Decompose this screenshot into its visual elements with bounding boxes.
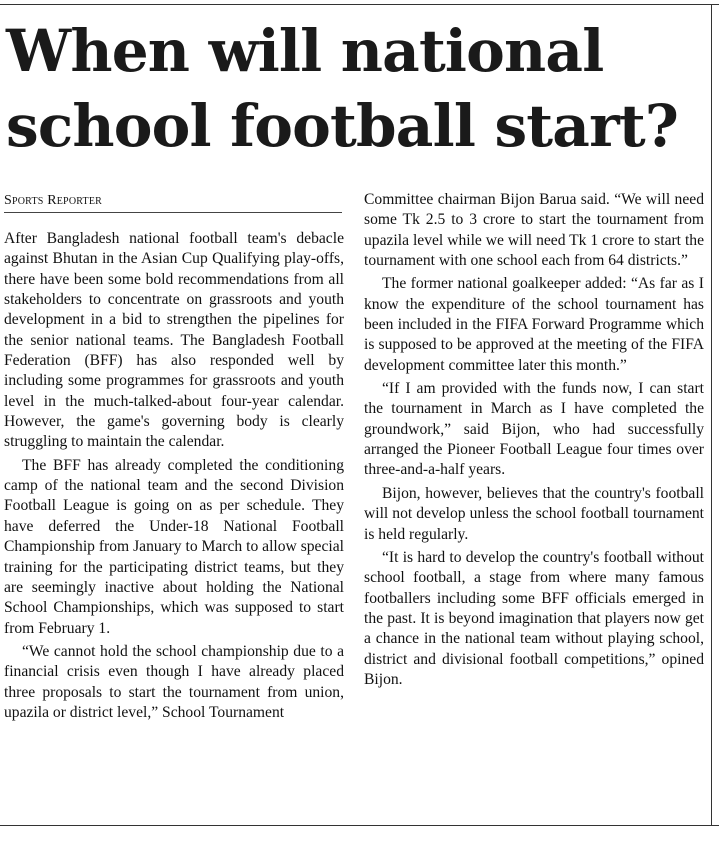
paragraph: Bijon, however, believes that the country's football will not develop unless the school football tournament is held regularly. (364, 484, 704, 543)
paragraph: “If I am provided with the funds now, I can start the tournament in March as I have completed the groundwork,” said Bijon, who had successfully arranged the Pioneer Football League four times over three-and-a-half years. (364, 380, 704, 479)
right-column-rule (711, 4, 712, 826)
paragraph: The former national goalkeeper added: “As far as I know the expenditure of the school tournament has been included in the FIFA Forward Programme which is supposed to be approved at the meeting of the FIFA development committee later this month.” (364, 275, 704, 374)
bottom-rule (0, 825, 719, 826)
left-column (4, 229, 344, 726)
paragraph: After Bangladesh national football team's debacle against Bhutan in the Asian Cup Qualifying play-offs, there have been some bold recommendations from all stakeholders to concentrate on grassroots and youth development in a bid to strengthen the pipelines for the senior national teams. The Bangladesh Football Federation (BFF) has also responded well by including some programmes for grassroots and youth level in the much-talked-about four-year calendar. However, the game's governing body is clearly struggling to maintain the calendar. (4, 230, 344, 451)
paragraph: The BFF has already completed the conditioning camp of the national team and the second Division Football League is going on as per schedule. They have deferred the Under-18 National Football Championship from January to March to allow special training for the participating district teams, but they are seemingly inactive about holding the National School Championships, which was supposed to start from February 1. (4, 456, 344, 637)
paragraph: “We cannot hold the school championship due to a financial crisis even though I have already placed three proposals to start the tournament from union, upazila or district level,” School Tournament (4, 642, 344, 721)
paragraph: Committee chairman Bijon Barua said. “We will need some Tk 2.5 to 3 crore to start the tournament from upazila level while we will need Tk 1 crore to start the tournament with one school each from 64 districts.” (364, 191, 704, 270)
paragraph: “It is hard to develop the country's football without school football, a stage from where many famous footballers including some BFF officials emerged in the past. It is beyond imagination that players now get a chance in the national team without playing school, district and divisional football competitions,” opined Bijon. (364, 548, 704, 688)
right-column (364, 190, 704, 693)
headline: When will national school football start? (6, 17, 678, 160)
top-rule (0, 4, 719, 5)
byline: Sports Reporter (4, 193, 342, 213)
